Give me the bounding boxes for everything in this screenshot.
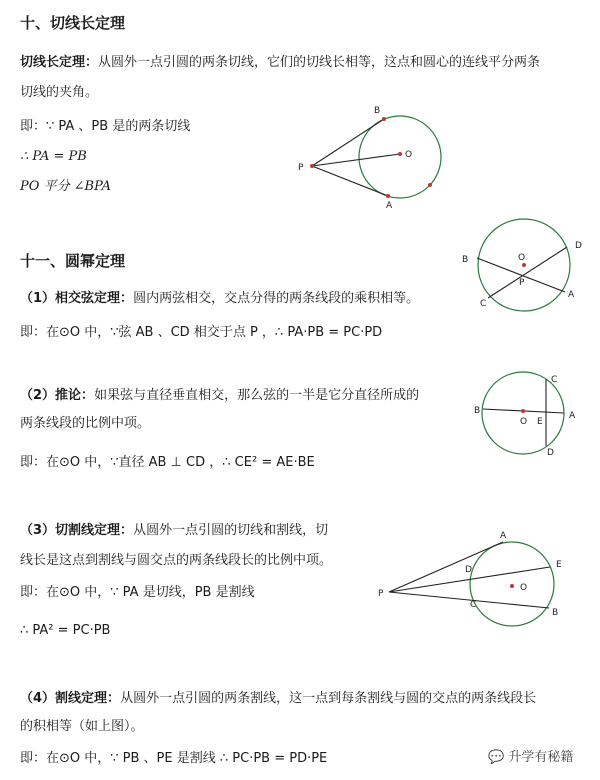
- theorem-3: [20, 520, 328, 542]
- point-label-c: C: [470, 600, 477, 610]
- theorem-2-label: 推论：: [55, 388, 95, 403]
- perpendicular-chord-figure: [470, 368, 595, 468]
- point-label-e: E: [537, 417, 543, 427]
- watermark-text: 升学有秘籍: [508, 750, 574, 765]
- theorem-2-equation: 即：在⊙O 中，∵直径 AB ⊥ CD ，∴ CE² = AE·BE: [20, 455, 315, 470]
- point-label-a: A: [568, 290, 575, 300]
- point-label-c: C: [480, 299, 487, 309]
- s10-conclusion-1: ∴ PA = PB: [20, 149, 87, 164]
- theorem-1-equation: 即：在⊙O 中，∵弦 AB 、CD 相交于点 P ，∴ PA·PB = PC·PD: [20, 325, 383, 340]
- point-label-c: C: [551, 375, 558, 385]
- intersecting-chords-figure: [460, 215, 595, 315]
- point-label-a: A: [386, 201, 393, 211]
- definition-text-cont: 切线的夹角。: [20, 85, 99, 100]
- theorem-3-label: 切割线定理：: [55, 523, 134, 538]
- point-label-p: P: [378, 589, 384, 599]
- point-label-o: O: [520, 583, 528, 593]
- theorem-2-text-cont: 两条线段的比例中项。: [20, 416, 151, 431]
- section-11-heading: 十一、圆幂定理: [20, 252, 126, 270]
- secant-tangent-figure: [370, 525, 595, 635]
- theorem-4: [20, 688, 536, 710]
- point-label-d: D: [575, 241, 582, 251]
- point-label-o: O: [520, 417, 528, 427]
- theorem-4-number: （4）: [20, 691, 56, 706]
- theorem-3-text-cont: 线长是这点到割线与圆交点的两条线段长的比例中项。: [20, 553, 333, 568]
- s10-given: 即：∵ PA 、PB 是的两条切线: [20, 119, 191, 134]
- definition-text: 从圆外一点引圆的两条切线，它们的切线长相等，这点和圆心的连线平分两条: [98, 55, 541, 70]
- point-label-b: B: [474, 406, 481, 416]
- point-label-o: O: [405, 150, 413, 160]
- point-label-e: E: [556, 560, 562, 570]
- theorem-4-equation: 即：在⊙O 中，∵ PB 、PE 是割线 ∴ PC·PB = PD·PE: [20, 751, 328, 766]
- point-label-o: O: [518, 253, 526, 263]
- theorem-1-label: 相交弦定理：: [55, 291, 134, 306]
- point-label-a: A: [569, 411, 576, 421]
- theorem-2: [20, 385, 419, 407]
- point-label-b: B: [374, 106, 381, 116]
- tangent-figure: [290, 100, 450, 215]
- point-label-b: B: [552, 608, 559, 618]
- point-label-d: D: [465, 565, 472, 575]
- theorem-2-number: （2）: [20, 388, 56, 403]
- point-label-a: A: [500, 531, 507, 541]
- theorem-4-label: 割线定理：: [55, 691, 121, 706]
- section-10-heading: 十、切线长定理: [20, 14, 126, 32]
- theorem-1-text: 圆内两弦相交，交点分得的两条线段的乘积相等。: [133, 291, 420, 306]
- point-label-b: B: [462, 255, 469, 265]
- point-label-p: P: [519, 278, 525, 288]
- point-label-d: D: [547, 448, 554, 458]
- theorem-4-text-cont: 的积相等（如上图）。: [20, 719, 144, 734]
- theorem-3-equation-2: ∴ PA² = PC·PB: [20, 623, 111, 638]
- definition-label: 切线长定理：: [20, 55, 99, 70]
- theorem-2-text: 如果弦与直径垂直相交，那么弦的一半是它分直径所成的: [94, 388, 420, 403]
- theorem-1: [20, 288, 419, 310]
- wechat-icon: 💬: [488, 750, 505, 765]
- theorem-3-text: 从圆外一点引圆的切线和割线，切: [133, 523, 329, 538]
- theorem-3-number: （3）: [20, 523, 56, 538]
- theorem-4-text: 从圆外一点引圆的两条割线，这一点到每条割线与圆的交点的两条线段长: [120, 691, 537, 706]
- s10-conclusion-2: PO 平分 ∠BPA: [20, 179, 112, 194]
- theorem-3-equation-1: 即：在⊙O 中，∵ PA 是切线，PB 是割线: [20, 585, 255, 600]
- watermark: [488, 746, 573, 765]
- theorem-1-number: （1）: [20, 291, 56, 306]
- point-label-p: P: [298, 163, 304, 173]
- tangent-length-definition: [20, 52, 540, 74]
